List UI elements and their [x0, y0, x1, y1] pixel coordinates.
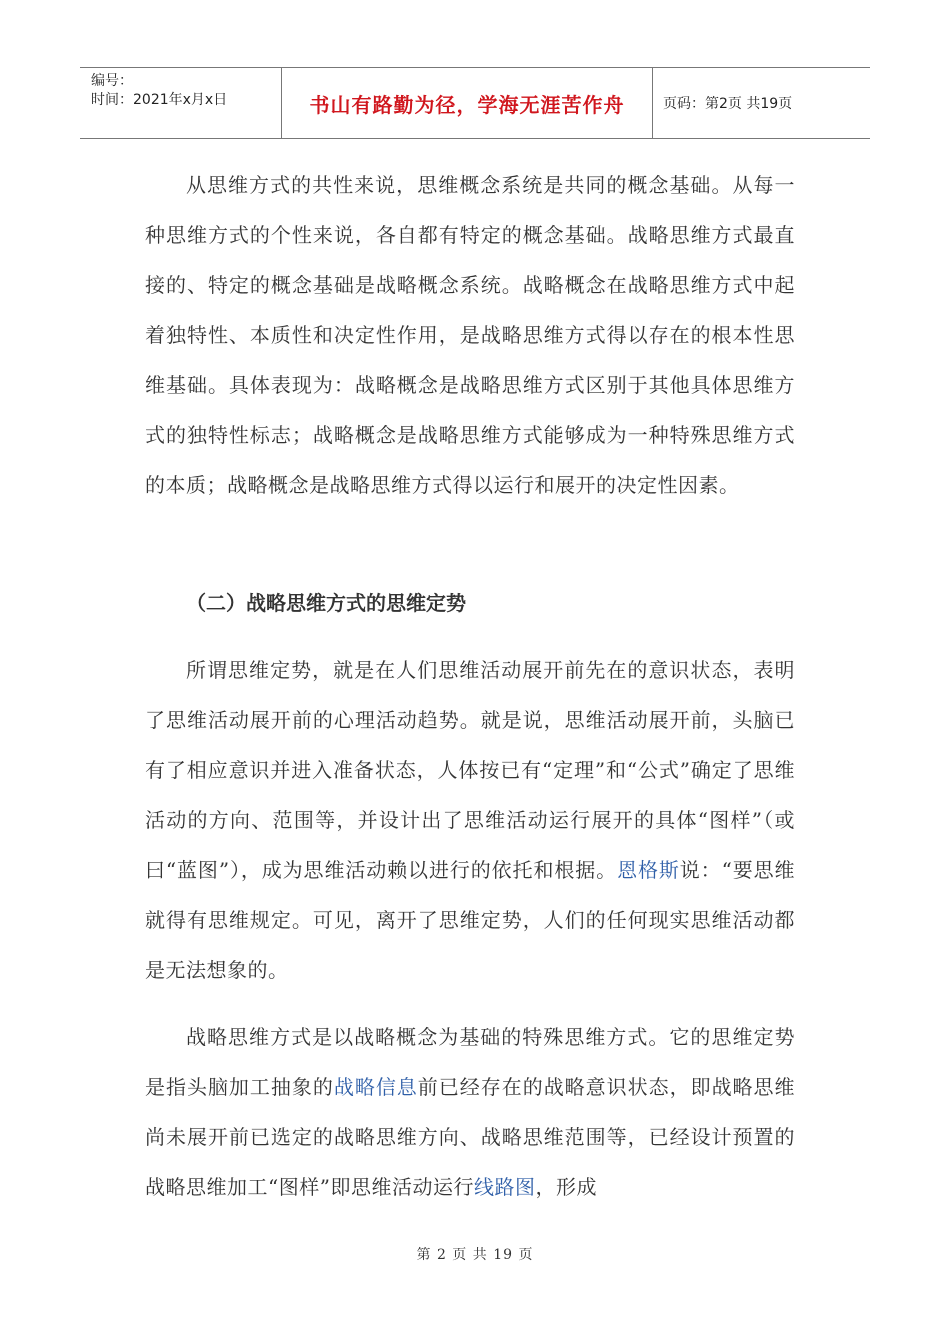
paragraph-3-text-c: ，形成 — [535, 1175, 597, 1199]
paragraph-text: 从思维方式的共性来说，思维概念系统是共同的概念基础。从每一种思维方式的个性来说，各自都有特定的概念基础。战略思维方式最直接的、特定的概念基础是战略概念系统。战略概念在战略思维方式中起着独特性、本质性和决定性作用，是战略思维方式得以存在的根本性思维基础。具体表现为：战略概念是战略思维方式区别于其他具体思维方式的独特性标志；战略概念是战略思维方式能够成为一种特殊思维方式的本质；战略概念是战略思维方式得以运行和展开的决定性因素。 — [145, 173, 795, 497]
page-footer: 第 2 页 共 19 页 — [416, 1247, 534, 1263]
paragraph-text — [145, 645, 795, 995]
header-motto: 书山有路勤为径，学海无涯苦作舟 — [309, 92, 625, 117]
header-page-info: 页码：第2页 共19页 — [663, 96, 793, 112]
paragraph-1 — [145, 160, 795, 510]
header-meta — [80, 68, 281, 138]
page-header — [80, 67, 870, 139]
strategic-info-link[interactable]: 战略信息 — [333, 1075, 418, 1099]
engels-link[interactable]: 恩格斯 — [617, 858, 680, 882]
paragraph-2 — [145, 645, 795, 995]
paragraph-2-text-b: 说：“要思维就得有思维规定。可见，离开了思维定势，人们的任何现实思维活动都是无法想象的。 — [145, 858, 795, 982]
route-map-link[interactable]: 线路图 — [473, 1175, 536, 1199]
paragraph-text — [145, 1012, 795, 1212]
section-heading — [145, 578, 795, 628]
section-heading-text: （二）战略思维方式的思维定势 — [186, 591, 466, 615]
paragraph-3-text-a: 战略思维方式是以战略概念为基础的特殊思维方式。它的思维定势是指头脑加工抽象的 — [145, 1025, 795, 1099]
paragraph-3 — [145, 1012, 795, 1212]
header-motto-cell — [281, 68, 653, 138]
paragraph-3-text-b: 前已经存在的战略意识状态，即战略思维尚未展开前已选定的战略思维方向、战略思维范围等，已经设计预置的战略思维加工“图样”即思维活动运行 — [145, 1075, 796, 1199]
document-time-label: 时间：2021年x月x日 — [91, 92, 228, 108]
document-number-label: 编号： — [91, 73, 133, 89]
paragraph-2-text-a: 所谓思维定势，就是在人们思维活动展开前先在的意识状态，表明了思维活动展开前的心理活动趋势。就是说，思维活动展开前，头脑已有了相应意识并进入准备状态，人体按已有“定理”和“公式”确定了思维活动的方向、范围等，并设计出了思维活动运行展开的具体“图样”（或曰“蓝图”），成为思维活动赖以进行的依托和根据。 — [145, 658, 795, 882]
